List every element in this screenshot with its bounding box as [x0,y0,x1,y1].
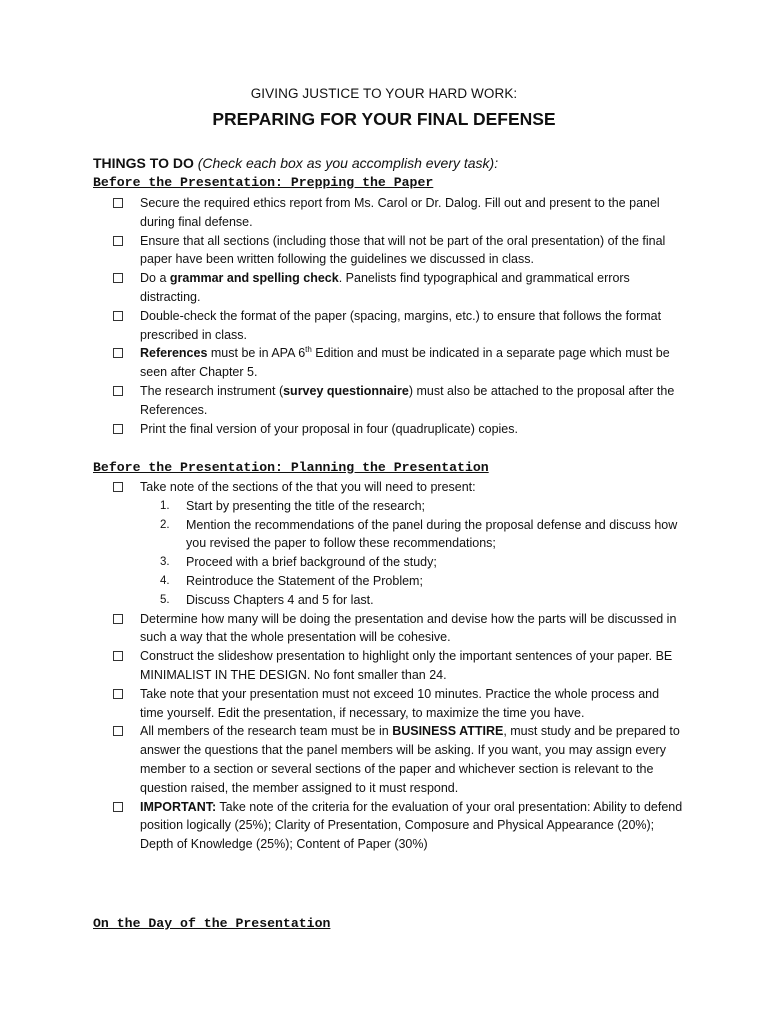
things-to-do-note: (Check each box as you accomplish every task): [197,155,499,171]
things-to-do-label: THINGS TO DO [93,155,194,171]
item-text-part: Edition and must be indicated in a separate page which must be seen after Chapter 5. [140,346,670,380]
numbered-step [160,497,683,516]
checklist-item [113,269,683,307]
item-text-bold: survey questionnaire [283,383,409,398]
checklist-item [113,647,683,685]
step-number: 1. [160,499,170,512]
checkbox-icon[interactable] [113,614,123,624]
checklist-item [113,307,683,345]
checkbox-icon[interactable] [113,689,123,699]
step-number: 2. [160,518,170,531]
checklist-item [113,798,683,854]
prepping-paper-checklist [113,194,683,438]
item-text-part: All members of the research team must be in [140,724,393,739]
step-text: Mention the recommendations of the panel during the proposal defense and discuss how you revised the paper to follow these recommendations; [186,517,678,551]
item-text-bold: References [140,346,208,361]
checkbox-icon[interactable] [113,424,123,434]
checkbox-icon[interactable] [113,348,123,358]
section-heading-prepping-paper: Before the Presentation: Prepping the Paper [93,175,434,190]
item-text-part: , must study and be prepared to answer the questions that the panel members will be asking. If you want, you may assign every member to a section or several sections of the paper and whichever section is relevant to the question raised, the member assigned to it must respond. [140,724,680,795]
checklist-item [113,478,683,610]
item-text: Double-check the format of the paper (spacing, margins, etc.) to ensure that follows the format prescribed in class. [140,308,662,342]
checklist-item [113,610,683,648]
item-text: Secure the required ethics report from Ms. Carol or Dr. Dalog. Fill out and present to the panel during final defense. [140,196,660,229]
checklist-item [113,194,683,232]
checklist-item [113,722,683,797]
item-text: Ensure that all sections (including those that will not be part of the oral presentation) of the final paper have been written following the guidelines we discussed in class. [140,233,666,267]
checkbox-icon[interactable] [113,726,123,736]
checkbox-icon[interactable] [113,651,123,661]
item-text: Take note of the sections of the that you will need to present: [140,480,476,494]
step-text: Proceed with a brief background of the study; [186,555,437,570]
item-text-superscript: th [305,345,312,355]
item-text: Take note that your presentation must not exceed 10 minutes. Practice the whole process and time yourself. Edit the presentation, if necessary, to maximize the time you have. [140,686,660,720]
checklist-item [113,685,683,723]
numbered-step [160,516,683,554]
step-number: 4. [160,574,170,587]
checkbox-icon[interactable] [113,802,123,812]
planning-presentation-checklist [113,478,683,854]
item-text-part: Do a [140,271,170,286]
presentation-order-list [140,497,683,610]
checkbox-icon[interactable] [113,273,123,283]
item-text: Construct the slideshow presentation to highlight only the important sentences of your paper. BE MINIMALIST IN THE DESIGN. No font smaller than 24. [140,649,673,682]
checkbox-icon[interactable] [113,386,123,396]
checkbox-icon[interactable] [113,311,123,321]
item-text-part: The research instrument ( [140,383,284,398]
item-text-part: ) must also be attached to the proposal after the References. [140,383,675,417]
numbered-step [160,572,683,591]
item-text-bold: BUSINESS ATTIRE [392,724,504,739]
numbered-step [160,591,683,610]
document-title: PREPARING FOR YOUR FINAL DEFENSE [212,109,556,129]
section-heading-planning-presentation: Before the Presentation: Planning the Presentation [93,460,489,475]
item-text: Determine how many will be doing the presentation and devise how the parts will be discussed in such a way that the whole presentation will be cohesive. [140,611,677,645]
item-text-bold: IMPORTANT: [140,799,217,814]
item-text-bold: grammar and spelling check [169,271,339,286]
step-text: Reintroduce the Statement of the Problem; [186,573,423,588]
checklist-item [113,344,683,382]
checkbox-icon[interactable] [113,198,123,208]
section-heading-day-of-presentation: On the Day of the Presentation [93,916,331,931]
checklist-item [113,382,683,420]
item-text: Print the final version of your proposal in four (quadruplicate) copies. [140,421,518,436]
checklist-item [113,420,683,439]
step-number: 3. [160,556,170,569]
checkbox-icon[interactable] [113,236,123,246]
item-text-part: must be in APA 6 [207,346,306,361]
item-text-part: Take note of the criteria for the evaluation of your oral presentation: Ability to defend position logically (25%); Clarity of Presentation, Composure and Physical Appearance (20%); Depth of Knowledge (25%); Content of Paper (30%) [140,799,683,852]
step-text: Start by presenting the title of the research; [186,498,426,513]
checklist-item [113,232,683,270]
document-subtitle: GIVING JUSTICE TO YOUR HARD WORK: [250,86,518,101]
things-to-do-line [93,155,498,171]
step-number: 5. [160,593,170,606]
checkbox-icon[interactable] [113,482,123,492]
step-text: Discuss Chapters 4 and 5 for last. [186,592,374,607]
numbered-step [160,553,683,572]
item-text-part: . Panelists find typographical and grammatical errors distracting. [140,271,630,304]
